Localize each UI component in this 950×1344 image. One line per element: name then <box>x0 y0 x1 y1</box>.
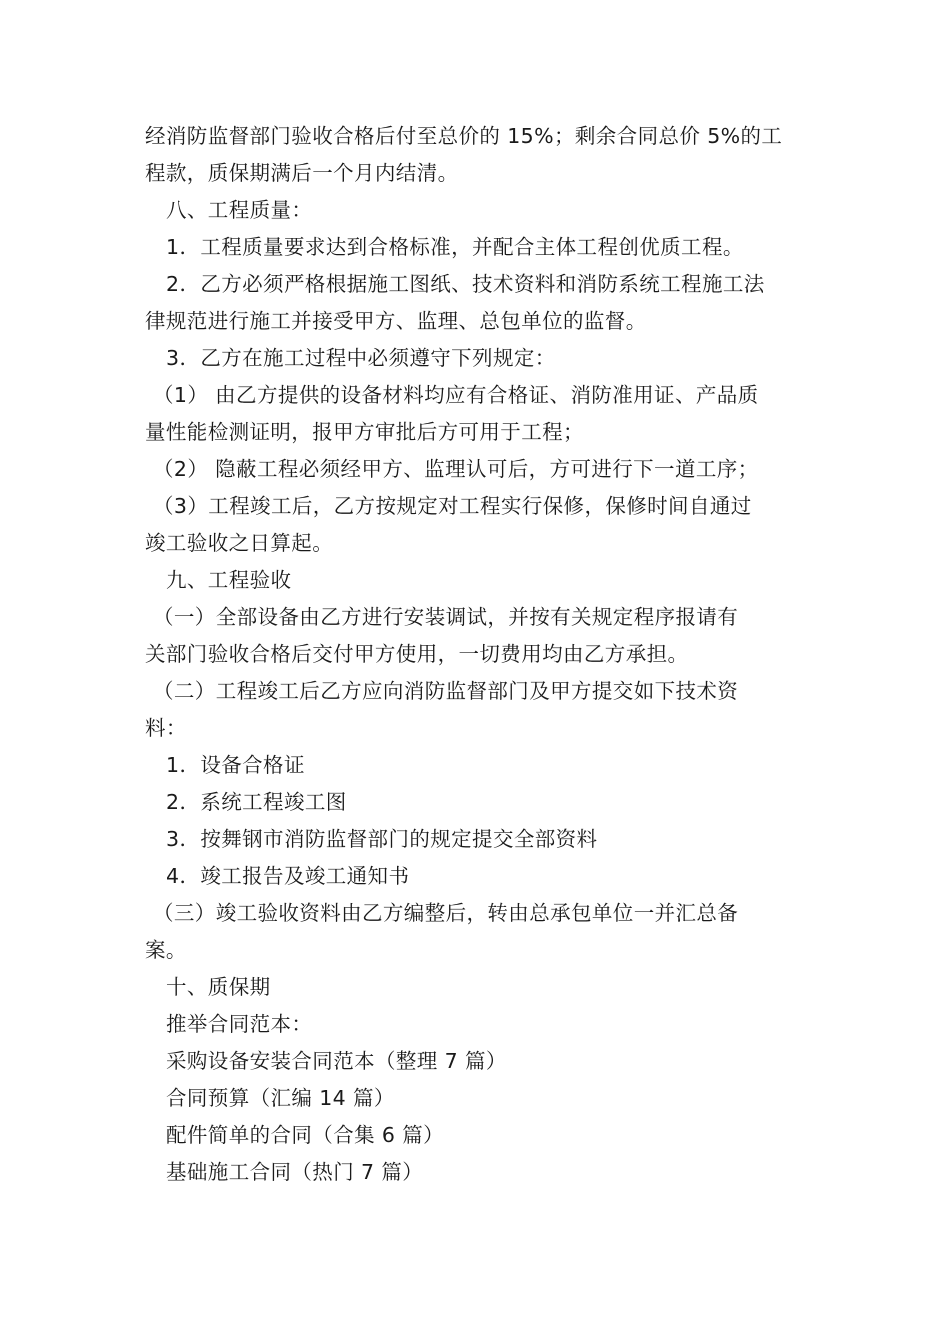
related-link[interactable]: 基础施工合同（热门 7 篇） <box>166 1160 424 1184</box>
list-item: 3．按舞钢市消防监督部门的规定提交全部资料 <box>166 827 598 851</box>
list-item: （一）全部设备由乙方进行安装调试，并按有关规定程序报请有 <box>153 605 739 629</box>
related-link[interactable]: 合同预算（汇编 14 篇） <box>166 1086 395 1110</box>
list-item: （三）竣工验收资料由乙方编整后，转由总承包单位一并汇总备 <box>153 901 739 925</box>
list-item: 2．乙方必须严格根据施工图纸、技术资料和消防系统工程施工法 <box>166 272 765 296</box>
section-heading: 八、工程质量： <box>166 198 313 222</box>
paragraph-line: 经消防监督部门验收合格后付至总价的 15%；剩余合同总价 5%的工 <box>145 124 783 148</box>
related-heading: 推举合同范本： <box>166 1012 313 1036</box>
list-item: 4．竣工报告及竣工通知书 <box>166 864 410 888</box>
list-item: （1） 由乙方提供的设备材料均应有合格证、消防准用证、产品质 <box>153 383 759 407</box>
paragraph-line: 程款，质保期满后一个月内结清。 <box>145 161 459 185</box>
related-link[interactable]: 采购设备安装合同范本（整理 7 篇） <box>166 1049 507 1073</box>
section-heading: 十、质保期 <box>166 975 271 999</box>
paragraph-line: 案。 <box>145 938 187 962</box>
paragraph-line: 关部门验收合格后交付甲方使用，一切费用均由乙方承担。 <box>145 642 689 666</box>
list-item: 1．设备合格证 <box>166 753 305 777</box>
section-heading: 九、工程验收 <box>166 568 292 592</box>
list-item: 3．乙方在施工过程中必须遵守下列规定： <box>166 346 556 370</box>
paragraph-line: 律规范进行施工并接受甲方、监理、总包单位的监督。 <box>145 309 647 333</box>
paragraph-line: 竣工验收之日算起。 <box>145 531 334 555</box>
document-body <box>145 118 810 1191</box>
related-link[interactable]: 配件简单的合同（合集 6 篇） <box>166 1123 445 1147</box>
paragraph-line: 料： <box>145 716 187 740</box>
list-item: （3）工程竣工后，乙方按规定对工程实行保修，保修时间自通过 <box>153 494 752 518</box>
list-item: 2．系统工程竣工图 <box>166 790 347 814</box>
list-item: （2） 隐蔽工程必须经甲方、监理认可后，方可进行下一道工序； <box>153 457 759 481</box>
list-item: （二）工程竣工后乙方应向消防监督部门及甲方提交如下技术资 <box>153 679 739 703</box>
paragraph-line: 量性能检测证明，报甲方审批后方可用于工程； <box>145 420 584 444</box>
list-item: 1．工程质量要求达到合格标准，并配合主体工程创优质工程。 <box>166 235 744 259</box>
